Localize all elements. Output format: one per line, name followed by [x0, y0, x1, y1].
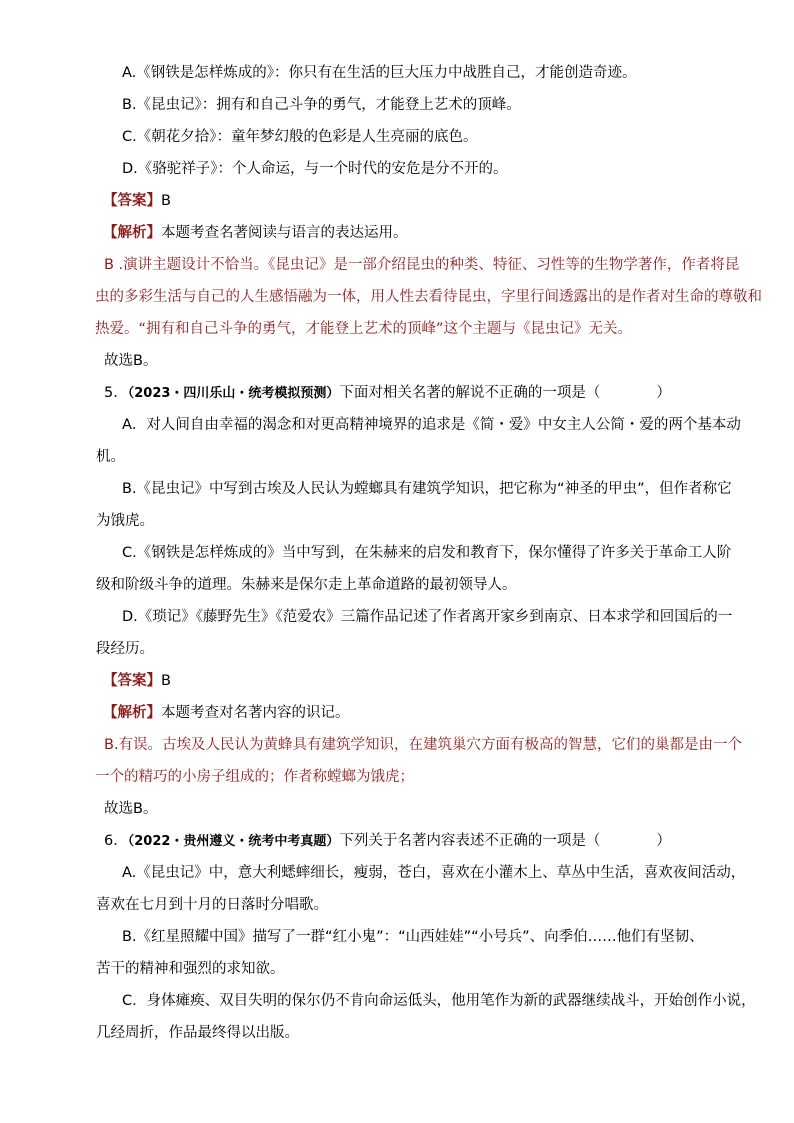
q4-analysis: [103, 223, 408, 243]
q5-explanation-line: 一个的精巧的小房子组成的；作者称螳螂为饿虎；: [95, 769, 414, 785]
q4-explanation-line: 虫的多彩生活与自己的人生感悟融为一体，用人性去看待昆虫，字里行间透露出的是作者对生命的尊敬和: [95, 289, 762, 305]
q6-option-c: C．身体瘫痪、双目失明的保尔仍不肯向命运低头，他用笔作为新的武器继续战斗，开始创作小说，: [122, 993, 756, 1009]
q6-option-b-cont: 苦干的精神和强烈的求知欲。: [96, 961, 285, 977]
q4-explanation-line: 热爱。“拥有和自己斗争的勇气，才能登上艺术的顶峰”这个主题与《昆虫记》无关。: [95, 321, 633, 337]
question-text: 下列关于名著内容表述不正确的一项是（: [339, 833, 601, 849]
q5-option-a-cont: 机。: [96, 449, 125, 465]
q4-conclusion: 故选B。: [104, 353, 158, 369]
answer-value: B: [161, 673, 171, 689]
q5-option-d-cont: 段经历。: [96, 641, 154, 657]
q4-explanation-line: B .演讲主题设计不恰当。《昆虫记》是一部介绍昆虫的种类、特征、习性等的生物学著作，作者将昆: [104, 257, 740, 273]
question-number: 5．: [104, 385, 128, 401]
q5-analysis: [103, 703, 350, 723]
analysis-tag: 【解析】: [103, 705, 161, 721]
q5-option-b-cont: 为饿虎。: [96, 513, 154, 529]
q5-option-c: C.《钢铁是怎样炼成的》当中写到，在朱赫来的启发和教育下，保尔懂得了许多关于革命工人阶: [122, 545, 732, 561]
q5-option-a: A．对人间自由幸福的渴念和对更高精神境界的追求是《简・爱》中女主人公简・爱的两个基本动: [122, 417, 741, 433]
q5-option-d: D.《琐记》《藤野先生》《范爱农》三篇作品记述了作者离开家乡到南京、日本求学和回国后的一: [122, 609, 733, 625]
q5-conclusion: 故选B。: [104, 801, 158, 817]
q4-option-d: D.《骆驼祥子》：个人命运，与一个时代的安危是分不开的。: [122, 161, 508, 177]
analysis-tag: 【解析】: [103, 225, 161, 241]
q6-option-c-cont: 几经周折，作品最终得以出版。: [96, 1025, 299, 1041]
analysis-text: 本题考查对名著内容的识记。: [161, 705, 350, 721]
q6-option-a: A.《昆虫记》中，意大利蟋蟀细长，瘦弱，苍白，喜欢在小灌木上、草丛中生活，喜欢夜间活动，: [122, 865, 746, 881]
q6-option-b: B.《红星照耀中国》描写了一群“红小鬼”：“山西娃娃”“小号兵”、向季伯……他们有坚韧、: [122, 929, 704, 945]
answer-value: B: [161, 193, 171, 209]
question-source: （2022・贵州遵义・统考中考真题）: [127, 834, 340, 849]
question-source: （2023・四川乐山・统考模拟预测）: [127, 386, 340, 401]
q5-option-c-cont: 级和阶级斗争的道理。朱赫来是保尔走上革命道路的最初领导人。: [96, 577, 517, 593]
q4-option-a: A.《钢铁是怎样炼成的》：你只有在生活的巨大压力中战胜自己，才能创造奇迹。: [122, 65, 637, 81]
question-number: 6．: [104, 833, 128, 849]
answer-tag: 【答案】: [103, 673, 161, 689]
q5-explanation-line: B.有误。古埃及人民认为黄蜂具有建筑学知识，在建筑巢穴方面有极高的智慧，它们的巢都是由一个: [104, 737, 743, 753]
q6-stem: [104, 831, 671, 852]
q4-option-b: B.《昆虫记》：拥有和自己斗争的勇气，才能登上艺术的顶峰。: [122, 97, 521, 113]
answer-tag: 【答案】: [103, 193, 161, 209]
question-text: 下面对相关名著的解说不正确的一项是（: [339, 385, 601, 401]
question-text-end: ）: [656, 385, 671, 401]
analysis-text: 本题考查名著阅读与语言的表达运用。: [161, 225, 408, 241]
question-text-end: ）: [656, 833, 671, 849]
q5-answer: [103, 671, 171, 691]
q6-option-a-cont: 喜欢在七月到十月的日落时分唱歌。: [96, 897, 328, 913]
q4-answer: [103, 191, 171, 211]
q4-option-c: C.《朝花夕拾》：童年梦幻般的色彩是人生亮丽的底色。: [122, 129, 478, 145]
q5-option-b: B.《昆虫记》中写到古埃及人民认为螳螂具有建筑学知识，把它称为“神圣的甲虫”，但作者称它: [122, 481, 732, 497]
q5-stem: [104, 383, 671, 404]
